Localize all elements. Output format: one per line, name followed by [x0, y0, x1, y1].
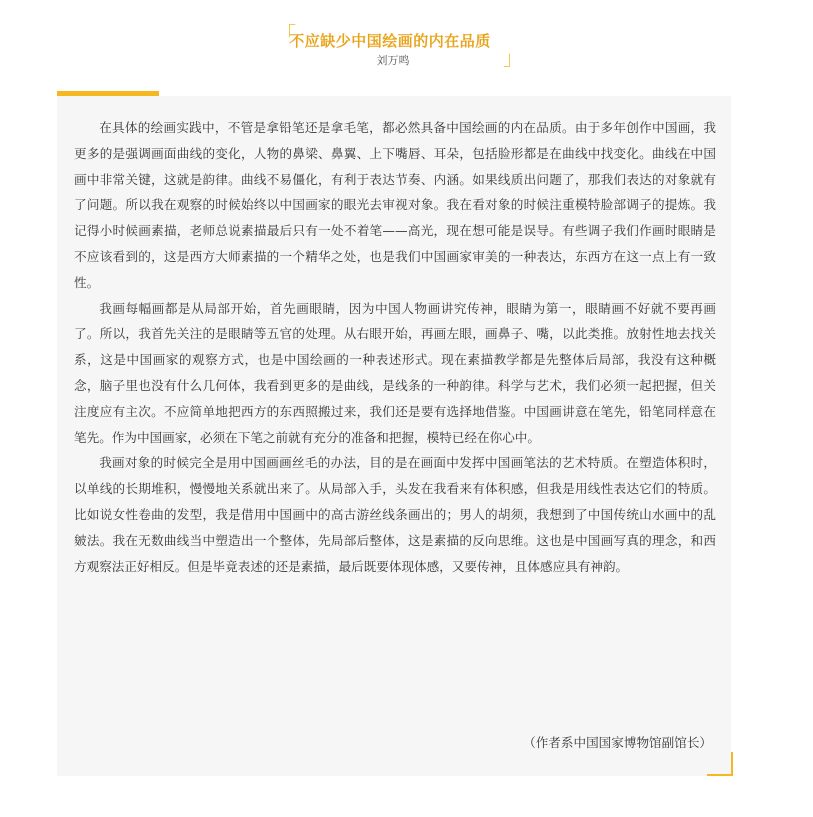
article-title: 不应缺少中国绘画的内在品质	[289, 32, 491, 50]
article-author: 刘万鸣	[376, 54, 410, 67]
corner-accent-horizontal	[707, 774, 733, 776]
title-bracket-close: 」	[503, 46, 523, 70]
title-bracket-open: 「	[276, 22, 296, 46]
article-header	[0, 22, 813, 72]
author-note: （作者系中国国家博物馆副馆长）	[523, 735, 712, 750]
article-body	[74, 115, 716, 579]
article-paragraph: 我画每幅画都是从局部开始，首先画眼睛，因为中国人物画讲究传神，眼睛为第一，眼睛画不好就不要再画了。所以，我首先关注的是眼睛等五官的处理。从右眼开始，再画左眼，画鼻子、嘴，以此类推。放射性地去找关系，这是中国画家的观察方式，也是中国绘画的一种表述形式。现在素描教学都是先整体后局部，我没有这种概念，脑子里也没有什么几何体，我看到更多的是曲线，是线条的一种韵律。科学与艺术，我们必须一起把握，但关注度应有主次。不应简单地把西方的东西照搬过来，我们还是要有选择地借鉴。中国画讲意在笔先，铅笔同样意在笔先。作为中国画家，必须在下笔之前就有充分的准备和把握，模特已经在你心中。	[74, 300, 716, 445]
article-paragraph: 我画对象的时候完全是用中国画画丝毛的办法，目的是在画面中发挥中国画笔法的艺术特质。在塑造体积时，以单线的长期堆积，慢慢地关系就出来了。从局部入手，头发在我看来有体积感，但我是用线性表达它们的特质。比如说女性卷曲的发型，我是借用中国画中的高古游丝线条画出的；男人的胡须，我想到了中国传统山水画中的乱皴法。我在无数曲线当中塑造出一个整体，先局部后整体，这是素描的反向思维。这也是中国画写真的理念，和西方观察法正好相反。但是毕竟表述的还是素描，最后既要体现体感，又要传神，且体感应具有神韵。	[74, 455, 716, 574]
article-paragraph: 在具体的绘画实践中，不管是拿铅笔还是拿毛笔，都必然具备中国绘画的内在品质。由于多年创作中国画，我更多的是强调画面曲线的变化，人物的鼻梁、鼻翼、上下嘴唇、耳朵，包括脸形都是在曲线中找变化。曲线在中国画中非常关键，这就是韵律。曲线不易僵化，有利于表达节奏、内涵。如果线质出问题了，那我们表达的对象就有了问题。所以我在观察的时候始终以中国画家的眼光去审视对象。我在看对象的时候注重模特脸部调子的提炼。我记得小时候画素描，老师总说素描最后只有一处不着笔——高光，现在想可能是误导。有些调子我们作画时眼睛是不应该看到的，这是西方大师素描的一个精华之处，也是我们中国画家审美的一种表达，东西方在这一点上有一致性。	[74, 120, 716, 290]
corner-accent-vertical	[731, 752, 733, 776]
